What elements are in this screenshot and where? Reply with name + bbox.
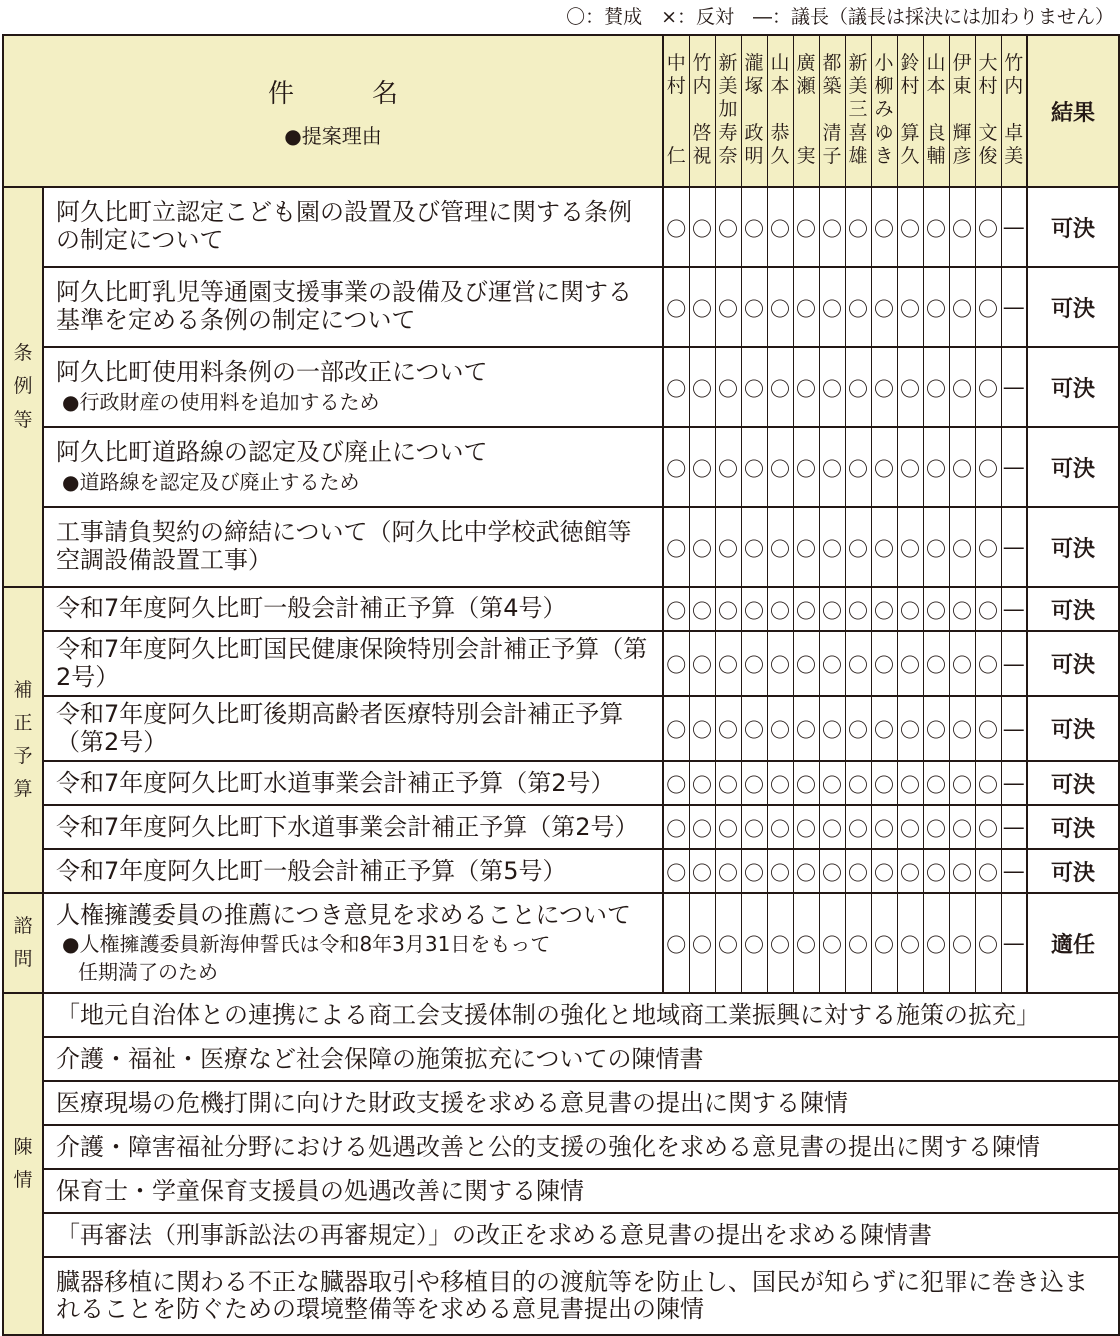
header-name-cell — [3, 35, 663, 187]
vote-cell: 〇 — [663, 587, 689, 631]
member-header — [663, 35, 689, 187]
vote-cell: 〇 — [793, 761, 819, 805]
table-row — [3, 849, 1119, 893]
petition-row — [3, 1037, 1119, 1081]
vote-cell: 〇 — [845, 187, 871, 267]
vote-cell: 〇 — [793, 631, 819, 696]
vote-cell: 〇 — [949, 267, 975, 347]
item-name: 工事請負契約の締結について（阿久比中学校武徳館等空調設備設置工事） — [56, 518, 632, 574]
vote-cell: 〇 — [741, 761, 767, 805]
vote-cell: 〇 — [871, 427, 897, 507]
vote-cell: 〇 — [845, 347, 871, 427]
vote-cell: 〇 — [897, 587, 923, 631]
vote-cell: 〇 — [767, 893, 793, 993]
vote-cell: 〇 — [871, 507, 897, 587]
item-name-cell — [43, 631, 663, 696]
vote-cell: 〇 — [689, 631, 715, 696]
vote-cell: 〇 — [975, 267, 1001, 347]
vote-cell: 〇 — [663, 893, 689, 993]
vote-cell: 〇 — [845, 893, 871, 993]
vote-cell: 〇 — [897, 267, 923, 347]
category-chinjo: 陳 情 — [3, 993, 43, 1335]
vote-cell: 〇 — [975, 631, 1001, 696]
vote-cell: ― — [1001, 761, 1027, 805]
vote-cell: 〇 — [949, 427, 975, 507]
vote-cell: 〇 — [767, 267, 793, 347]
member-name: 瀧 塚 政 明 — [744, 52, 764, 167]
member-header — [793, 35, 819, 187]
vote-cell: 〇 — [897, 761, 923, 805]
petition-title: 「再審法（刑事訴訟法の再審規定）」の改正を求める意見書の提出を求める陳情書 — [43, 1213, 1119, 1257]
vote-cell: 〇 — [741, 696, 767, 761]
vote-cell: 〇 — [689, 267, 715, 347]
vote-cell: 〇 — [923, 696, 949, 761]
vote-cell: 〇 — [845, 267, 871, 347]
item-name-cell — [43, 347, 663, 427]
vote-cell: 〇 — [793, 849, 819, 893]
header-name: 件 名 — [268, 79, 399, 109]
result-cell: 可決 — [1027, 696, 1119, 761]
item-name-cell — [43, 427, 663, 507]
item-name: 阿久比町使用料条例の一部改正について — [56, 358, 488, 387]
vote-cell: 〇 — [819, 507, 845, 587]
vote-cell: 〇 — [689, 587, 715, 631]
vote-cell: 〇 — [663, 849, 689, 893]
vote-cell: 〇 — [663, 427, 689, 507]
item-name: 阿久比町立認定こども園の設置及び管理に関する条例の制定について — [56, 198, 632, 254]
vote-cell: 〇 — [871, 631, 897, 696]
vote-cell: 〇 — [663, 696, 689, 761]
vote-cell: ― — [1001, 187, 1027, 267]
vote-cell: 〇 — [715, 347, 741, 427]
vote-cell: 〇 — [975, 587, 1001, 631]
vote-cell: 〇 — [689, 761, 715, 805]
table-row — [3, 761, 1119, 805]
vote-cell: 〇 — [663, 805, 689, 849]
vote-cell: 〇 — [663, 507, 689, 587]
item-name-cell — [43, 187, 663, 267]
vote-cell: 〇 — [819, 893, 845, 993]
vote-cell: 〇 — [767, 587, 793, 631]
vote-cell: 〇 — [793, 696, 819, 761]
vote-cell: 〇 — [741, 267, 767, 347]
vote-cell: 〇 — [975, 187, 1001, 267]
vote-cell: 〇 — [923, 805, 949, 849]
vote-cell: 〇 — [689, 849, 715, 893]
vote-cell: 〇 — [949, 849, 975, 893]
vote-cell: 〇 — [767, 507, 793, 587]
item-name-cell — [43, 849, 663, 893]
vote-cell: 〇 — [663, 267, 689, 347]
vote-cell: 〇 — [845, 631, 871, 696]
member-header — [975, 35, 1001, 187]
vote-cell: 〇 — [975, 893, 1001, 993]
petition-row — [3, 1213, 1119, 1257]
vote-cell: 〇 — [923, 849, 949, 893]
petition-title: 臓器移植に関わる不正な臓器取引や移植目的の渡航等を防止し、国民が知らずに犯罪に巻き込まれることを防ぐための環境整備等を求める意見書提出の陳情 — [43, 1257, 1119, 1335]
item-name: 令和7年度阿久比町一般会計補正予算（第4号） — [56, 594, 567, 623]
result-cell: 可決 — [1027, 587, 1119, 631]
vote-cell: 〇 — [741, 587, 767, 631]
vote-cell: 〇 — [767, 427, 793, 507]
vote-cell: 〇 — [689, 427, 715, 507]
item-reason: ●道路線を認定及び廃止するため — [62, 469, 360, 494]
category-hosei: 補 正 予 算 — [3, 587, 43, 893]
vote-cell: 〇 — [793, 427, 819, 507]
vote-cell: 〇 — [871, 893, 897, 993]
member-header — [1001, 35, 1027, 187]
member-name: 廣 瀬 実 — [796, 52, 816, 167]
vote-cell: 〇 — [949, 805, 975, 849]
vote-cell: 〇 — [663, 631, 689, 696]
vote-cell: 〇 — [897, 805, 923, 849]
member-name: 伊 東 輝 彦 — [952, 52, 972, 167]
petition-row — [3, 1081, 1119, 1125]
vote-cell: 〇 — [741, 507, 767, 587]
item-reason: ●人権擁護委員新海伸誓氏は令和8年3月31日をもって — [62, 932, 551, 957]
vote-cell: 〇 — [923, 761, 949, 805]
vote-cell: 〇 — [767, 347, 793, 427]
vote-cell: 〇 — [871, 805, 897, 849]
result-cell: 可決 — [1027, 347, 1119, 427]
member-name: 新 美 加 寿 奈 — [718, 52, 738, 167]
table-row — [3, 427, 1119, 507]
item-name: 令和7年度阿久比町後期高齢者医療特別会計補正予算（第2号） — [56, 700, 624, 756]
vote-cell: 〇 — [871, 696, 897, 761]
member-name: 竹 内 卓 美 — [1004, 52, 1024, 167]
result-header: 結果 — [1027, 35, 1119, 187]
vote-cell: 〇 — [897, 849, 923, 893]
petition-title: 介護・福祉・医療など社会保障の施策拡充についての陳情書 — [43, 1037, 1119, 1081]
table-row — [3, 187, 1119, 267]
vote-cell: ― — [1001, 267, 1027, 347]
result-cell: 適任 — [1027, 893, 1119, 993]
vote-cell: 〇 — [715, 267, 741, 347]
vote-cell: 〇 — [819, 267, 845, 347]
item-name-cell — [43, 587, 663, 631]
member-header — [897, 35, 923, 187]
vote-cell: 〇 — [793, 805, 819, 849]
vote-cell: 〇 — [793, 187, 819, 267]
petition-row — [3, 1169, 1119, 1213]
vote-cell: 〇 — [767, 849, 793, 893]
vote-cell: 〇 — [975, 427, 1001, 507]
vote-results-table — [2, 34, 1120, 1336]
vote-cell: 〇 — [897, 696, 923, 761]
member-header — [689, 35, 715, 187]
member-header — [715, 35, 741, 187]
item-name: 令和7年度阿久比町一般会計補正予算（第5号） — [56, 856, 567, 885]
vote-cell: ― — [1001, 696, 1027, 761]
vote-cell: 〇 — [663, 761, 689, 805]
member-name: 都 築 清 子 — [822, 52, 842, 167]
vote-cell: 〇 — [949, 587, 975, 631]
result-cell: 可決 — [1027, 187, 1119, 267]
item-name: 人権擁護委員の推薦につき意見を求めることについて — [56, 900, 632, 929]
vote-cell: 〇 — [845, 849, 871, 893]
vote-cell: 〇 — [975, 347, 1001, 427]
vote-cell: 〇 — [793, 893, 819, 993]
item-name: 阿久比町乳児等通園支援事業の設備及び運営に関する基準を定める条例の制定について — [56, 278, 632, 334]
vote-cell: 〇 — [741, 631, 767, 696]
vote-cell: 〇 — [949, 631, 975, 696]
item-name-cell — [43, 893, 663, 993]
vote-cell: 〇 — [741, 849, 767, 893]
vote-cell: 〇 — [975, 507, 1001, 587]
vote-cell: 〇 — [975, 805, 1001, 849]
vote-cell: 〇 — [845, 761, 871, 805]
vote-cell: ― — [1001, 587, 1027, 631]
header-row — [3, 35, 1119, 187]
vote-cell: 〇 — [741, 805, 767, 849]
vote-cell: 〇 — [949, 507, 975, 587]
vote-cell: 〇 — [715, 587, 741, 631]
vote-cell: 〇 — [741, 187, 767, 267]
vote-cell: 〇 — [819, 631, 845, 696]
member-header — [871, 35, 897, 187]
vote-cell: 〇 — [897, 507, 923, 587]
vote-cell: 〇 — [897, 187, 923, 267]
vote-cell: 〇 — [897, 427, 923, 507]
result-cell: 可決 — [1027, 427, 1119, 507]
result-cell: 可決 — [1027, 507, 1119, 587]
vote-cell: 〇 — [819, 761, 845, 805]
table-row — [3, 696, 1119, 761]
vote-cell: 〇 — [871, 587, 897, 631]
vote-cell: 〇 — [949, 187, 975, 267]
vote-cell: 〇 — [845, 696, 871, 761]
vote-cell: ― — [1001, 893, 1027, 993]
result-cell: 可決 — [1027, 631, 1119, 696]
table-row — [3, 347, 1119, 427]
item-name-cell — [43, 761, 663, 805]
member-name: 山 本 良 輔 — [926, 52, 946, 167]
vote-cell: 〇 — [793, 587, 819, 631]
vote-cell: 〇 — [949, 696, 975, 761]
vote-cell: 〇 — [663, 187, 689, 267]
member-name: 中 村 仁 — [666, 52, 686, 167]
vote-cell: 〇 — [819, 347, 845, 427]
vote-cell: 〇 — [871, 267, 897, 347]
item-name-cell — [43, 805, 663, 849]
vote-cell: 〇 — [741, 347, 767, 427]
vote-cell: 〇 — [689, 893, 715, 993]
vote-cell: 〇 — [923, 893, 949, 993]
vote-cell: ― — [1001, 849, 1027, 893]
vote-cell: 〇 — [975, 696, 1001, 761]
vote-cell: 〇 — [923, 347, 949, 427]
vote-cell: 〇 — [793, 507, 819, 587]
member-name: 竹 内 啓 視 — [692, 52, 712, 167]
vote-cell: 〇 — [689, 507, 715, 587]
result-cell: 可決 — [1027, 761, 1119, 805]
vote-cell: 〇 — [715, 187, 741, 267]
category-jorei: 条 例 等 — [3, 187, 43, 587]
vote-legend: 〇：賛成 ×：反対 ―：議長（議長は採決には加わりません） — [566, 6, 1114, 28]
petition-title: 介護・障害福祉分野における処遇改善と公的支援の強化を求める意見書の提出に関する陳情 — [43, 1125, 1119, 1169]
item-reason: ●行政財産の使用料を追加するため — [62, 389, 380, 414]
vote-cell: ― — [1001, 805, 1027, 849]
vote-cell: 〇 — [715, 507, 741, 587]
vote-cell: 〇 — [897, 631, 923, 696]
vote-cell: 〇 — [923, 427, 949, 507]
member-header — [923, 35, 949, 187]
vote-cell: 〇 — [923, 267, 949, 347]
vote-cell: 〇 — [689, 187, 715, 267]
vote-cell: 〇 — [897, 893, 923, 993]
vote-cell: 〇 — [949, 347, 975, 427]
vote-cell: ― — [1001, 631, 1027, 696]
item-name: 令和7年度阿久比町下水道事業会計補正予算（第2号） — [56, 812, 639, 841]
vote-cell: 〇 — [975, 849, 1001, 893]
item-name: 令和7年度阿久比町水道事業会計補正予算（第2号） — [56, 768, 615, 797]
vote-cell: 〇 — [767, 696, 793, 761]
vote-cell: 〇 — [819, 427, 845, 507]
petition-row — [3, 993, 1119, 1037]
item-name-cell — [43, 267, 663, 347]
member-header — [741, 35, 767, 187]
vote-cell: 〇 — [715, 893, 741, 993]
result-cell: 可決 — [1027, 849, 1119, 893]
member-name: 山 本 恭 久 — [770, 52, 790, 167]
header-reason-label: ●提案理由 — [284, 124, 382, 148]
vote-cell: 〇 — [949, 893, 975, 993]
vote-cell: 〇 — [715, 631, 741, 696]
table-row — [3, 805, 1119, 849]
petition-title: 「地元自治体との連携による商工会支援体制の強化と地域商工業振興に対する施策の拡充」 — [43, 993, 1119, 1037]
item-name: 阿久比町道路線の認定及び廃止について — [56, 438, 488, 467]
vote-cell: 〇 — [767, 761, 793, 805]
vote-cell: 〇 — [923, 507, 949, 587]
result-cell: 可決 — [1027, 267, 1119, 347]
vote-cell: 〇 — [871, 849, 897, 893]
item-name-cell — [43, 696, 663, 761]
result-cell: 可決 — [1027, 805, 1119, 849]
vote-cell: 〇 — [923, 187, 949, 267]
table-row — [3, 507, 1119, 587]
item-name: 令和7年度阿久比町国民健康保険特別会計補正予算（第2号） — [56, 635, 648, 691]
category-shimon: 諮 問 — [3, 893, 43, 993]
vote-cell: 〇 — [715, 805, 741, 849]
item-reason-continued: 任期満了のため — [78, 960, 218, 985]
member-name: 大 村 文 俊 — [978, 52, 998, 167]
member-name: 新 美 三 喜 雄 — [848, 52, 868, 167]
vote-cell: 〇 — [767, 187, 793, 267]
vote-cell: 〇 — [871, 761, 897, 805]
vote-cell: 〇 — [793, 347, 819, 427]
vote-cell: 〇 — [897, 347, 923, 427]
vote-cell: 〇 — [949, 761, 975, 805]
vote-cell: 〇 — [741, 893, 767, 993]
vote-cell: 〇 — [819, 849, 845, 893]
vote-cell: 〇 — [845, 805, 871, 849]
vote-cell: ― — [1001, 507, 1027, 587]
vote-cell: 〇 — [845, 507, 871, 587]
vote-cell: ― — [1001, 347, 1027, 427]
vote-cell: 〇 — [871, 187, 897, 267]
petition-title: 医療現場の危機打開に向けた財政支援を求める意見書の提出に関する陳情 — [43, 1081, 1119, 1125]
member-name: 鈴 村 算 久 — [900, 52, 920, 167]
vote-cell: 〇 — [689, 347, 715, 427]
vote-cell: ― — [1001, 427, 1027, 507]
vote-cell: 〇 — [715, 849, 741, 893]
vote-cell: 〇 — [819, 805, 845, 849]
member-header — [845, 35, 871, 187]
table-row — [3, 587, 1119, 631]
vote-cell: 〇 — [793, 267, 819, 347]
table-row — [3, 893, 1119, 993]
petition-row — [3, 1257, 1119, 1335]
vote-cell: 〇 — [767, 631, 793, 696]
vote-cell: 〇 — [689, 805, 715, 849]
vote-cell: 〇 — [715, 696, 741, 761]
vote-cell: 〇 — [845, 587, 871, 631]
petition-row — [3, 1125, 1119, 1169]
member-header — [949, 35, 975, 187]
vote-cell: 〇 — [767, 805, 793, 849]
petition-title: 保育士・学童保育支援員の処遇改善に関する陳情 — [43, 1169, 1119, 1213]
vote-cell: 〇 — [845, 427, 871, 507]
table-row — [3, 631, 1119, 696]
member-header — [767, 35, 793, 187]
vote-cell: 〇 — [819, 696, 845, 761]
vote-cell: 〇 — [975, 761, 1001, 805]
table-row — [3, 267, 1119, 347]
item-name-cell — [43, 507, 663, 587]
vote-cell: 〇 — [923, 587, 949, 631]
vote-cell: 〇 — [819, 587, 845, 631]
vote-cell: 〇 — [741, 427, 767, 507]
member-header — [819, 35, 845, 187]
vote-cell: 〇 — [715, 761, 741, 805]
vote-cell: 〇 — [819, 187, 845, 267]
vote-cell: 〇 — [663, 347, 689, 427]
vote-cell: 〇 — [715, 427, 741, 507]
member-name: 小 柳 み ゆ き — [874, 52, 894, 167]
vote-cell: 〇 — [923, 631, 949, 696]
vote-cell: 〇 — [689, 696, 715, 761]
vote-cell: 〇 — [871, 347, 897, 427]
